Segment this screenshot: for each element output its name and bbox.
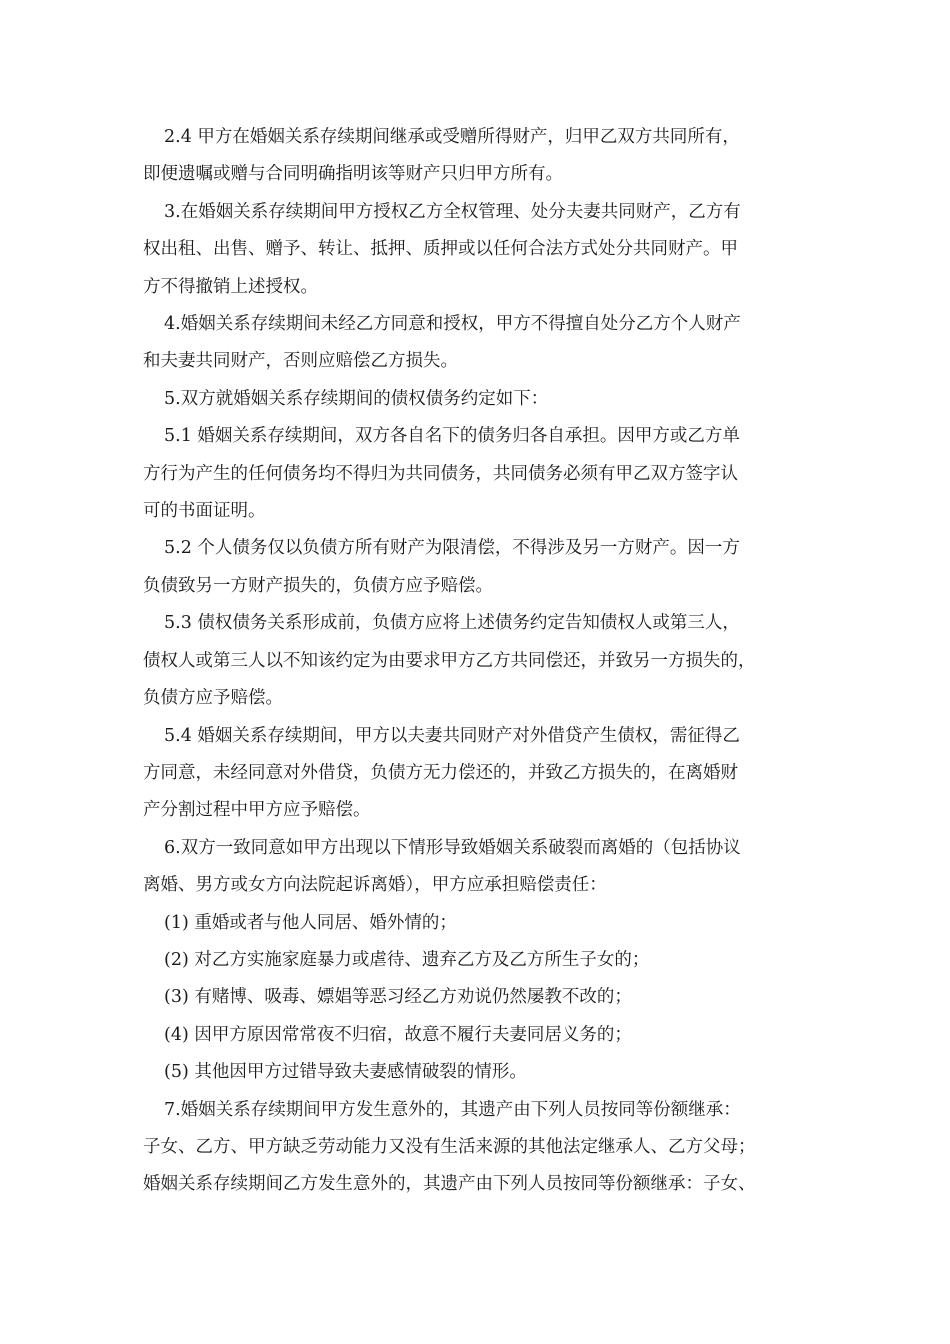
text-line: 负债方应予赔偿。 xyxy=(143,688,283,709)
text-line: 离婚、男方或女方向法院起诉离婚），甲方应承担赔偿责任： xyxy=(143,875,607,896)
list-item-2 xyxy=(143,942,813,979)
text-line: 和夫妻共同财产，否则应赔偿乙方损失。 xyxy=(143,351,458,372)
clause-7 xyxy=(143,1092,813,1204)
text-line: 方同意，未经同意对外借贷，负债方无力偿还的，并致乙方损失的，在离婚财 xyxy=(143,762,738,783)
clause-5-4 xyxy=(143,718,813,830)
clause-2-4 xyxy=(143,119,813,194)
text-line: 权出租、出售、赠予、转让、抵押、质押或以任何合法方式处分共同财产。甲 xyxy=(143,239,738,260)
text-line: 5.3 债权债务关系形成前，负债方应将上述债务约定告知债权人或第三人， xyxy=(164,613,740,634)
text-line: 3.在婚姻关系存续期间甲方授权乙方全权管理、处分夫妻共同财产，乙方有 xyxy=(164,201,741,222)
text-line: 婚姻关系存续期间乙方发生意外的，其遗产由下列人员按同等份额继承：子女、 xyxy=(143,1174,756,1195)
text-line: (5) 其他因甲方过错导致夫妻感情破裂的情形。 xyxy=(164,1062,527,1083)
text-line: 方不得撤销上述授权。 xyxy=(143,276,318,297)
clause-5-3 xyxy=(143,605,813,717)
clause-4 xyxy=(143,306,813,381)
text-line: 5.4 婚姻关系存续期间，甲方以夫妻共同财产对外借贷产生债权，需征得乙 xyxy=(164,725,740,746)
text-line: (1) 重婚或者与他人同居、婚外情的； xyxy=(164,912,457,933)
text-line: 方行为产生的任何债务均不得归为共同债务，共同债务必须有甲乙双方签字认 xyxy=(143,463,738,484)
text-line: 6.双方一致同意如甲方出现以下情形导致婚姻关系破裂而离婚的（包括协议 xyxy=(164,837,741,858)
list-item-5 xyxy=(143,1054,813,1091)
text-line: 7.婚姻关系存续期间甲方发生意外的，其遗产由下列人员按同等份额继承： xyxy=(164,1099,741,1120)
clause-3 xyxy=(143,194,813,306)
text-line: 可的书面证明。 xyxy=(143,501,266,522)
text-line: 负债致另一方财产损失的，负债方应予赔偿。 xyxy=(143,575,493,596)
list-item-3 xyxy=(143,979,813,1016)
clause-6 xyxy=(143,830,813,905)
clause-5-2 xyxy=(143,530,813,605)
clause-5 xyxy=(143,381,813,418)
text-line: 产分割过程中甲方应予赔偿。 xyxy=(143,800,371,821)
text-line: (3) 有赌博、吸毒、嫖娼等恶习经乙方劝说仍然屡教不改的； xyxy=(164,987,632,1008)
text-line: 2.4 甲方在婚姻关系存续期间继承或受赠所得财产，归甲乙双方共同所有， xyxy=(164,127,740,147)
text-line: 5.2 个人债务仅以负债方所有财产为限清偿，不得涉及另一方财产。因一方 xyxy=(164,538,740,559)
clause-5-1 xyxy=(143,418,813,530)
text-line: 子女、乙方、甲方缺乏劳动能力又没有生活来源的其他法定继承人、乙方父母； xyxy=(143,1136,756,1157)
text-line: 4.婚姻关系存续期间未经乙方同意和授权，甲方不得擅自处分乙方个人财产 xyxy=(164,314,741,335)
text-line: 5.1 婚姻关系存续期间，双方各自名下的债务归各自承担。因甲方或乙方单 xyxy=(164,426,740,447)
text-line: 即便遗嘱或赠与合同明确指明该等财产只归甲方所有。 xyxy=(143,164,563,185)
list-item-4 xyxy=(143,1017,813,1054)
list-item-1 xyxy=(143,905,813,942)
document-body xyxy=(143,119,813,1204)
text-line: (4) 因甲方原因常常夜不归宿，故意不履行夫妻同居义务的； xyxy=(164,1024,632,1045)
text-line: 5.双方就婚姻关系存续期间的债权债务约定如下： xyxy=(164,388,549,409)
text-line: 债权人或第三人以不知该约定为由要求甲方乙方共同偿还，并致另一方损失的， xyxy=(143,650,756,671)
text-line: (2) 对乙方实施家庭暴力或虐待、遗弃乙方及乙方所生子女的； xyxy=(164,949,650,970)
